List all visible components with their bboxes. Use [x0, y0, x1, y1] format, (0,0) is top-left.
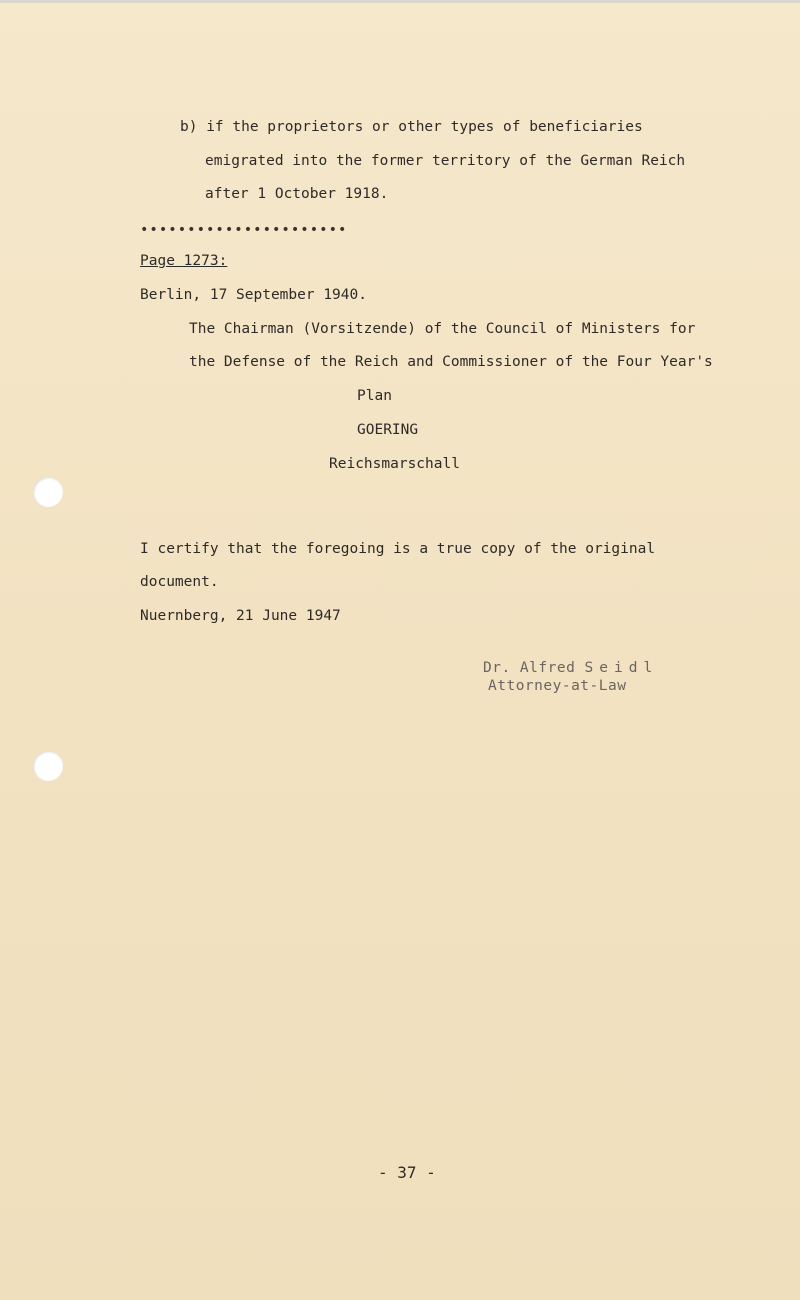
punch-hole-bottom: [33, 751, 63, 781]
place-date: Berlin, 17 September 1940.: [140, 287, 367, 303]
certification-place-date: Nuernberg, 21 June 1947: [140, 608, 341, 624]
page-reference: Page 1273:: [140, 253, 228, 269]
attorney-title: Attorney-at-Law: [488, 678, 627, 694]
signer-rank: Reichsmarschall: [329, 456, 460, 472]
certification-line-2: document.: [140, 574, 219, 590]
punch-hole-top: [33, 477, 63, 507]
item-b-line-3: after 1 October 1918.: [205, 186, 389, 202]
page-number: - 37 -: [378, 1163, 436, 1182]
attorney-prefix: Dr. Alfred: [483, 660, 576, 676]
item-b-line-1: b) if the proprietors or other types of beneficiaries: [180, 119, 643, 135]
signer-title-line-1: The Chairman (Vorsitzende) of the Council of Ministers for: [189, 321, 696, 337]
item-b-line-2: emigrated into the former territory of the German Reich: [205, 153, 686, 169]
signer-title-line-3: Plan: [357, 388, 392, 404]
certification-line-1: I certify that the foregoing is a true copy of the original: [140, 541, 656, 557]
attorney-surname: Seidl: [584, 660, 659, 676]
signer-title-line-2: the Defense of the Reich and Commissioner of the Four Year's: [189, 354, 713, 370]
separator-dots: ••••••••••••••••••••••: [140, 222, 348, 238]
signer-name: GOERING: [357, 422, 419, 438]
attorney-name: [483, 659, 658, 677]
